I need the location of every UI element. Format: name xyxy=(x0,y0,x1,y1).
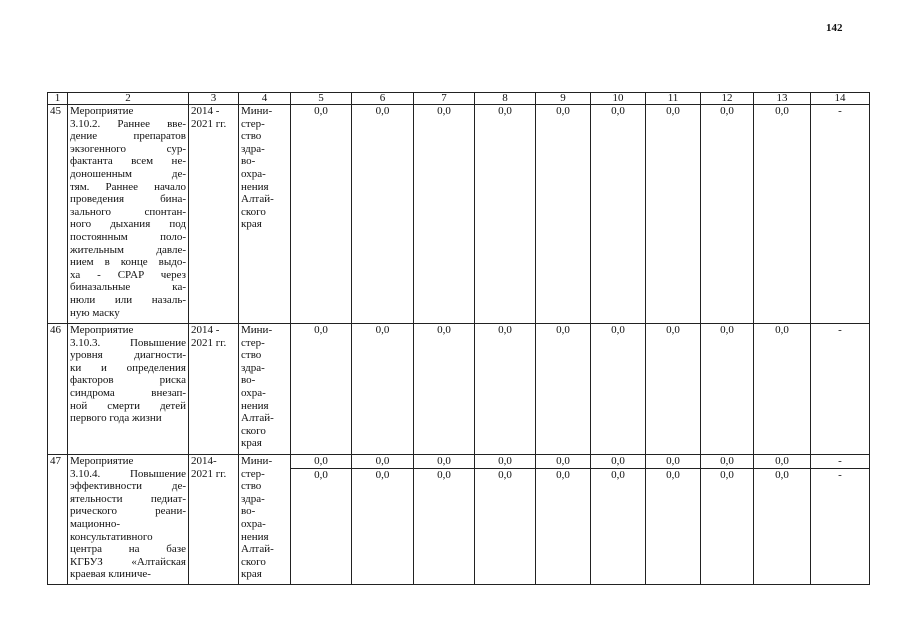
value-second: 0,0 xyxy=(591,468,645,482)
value: 0,0 xyxy=(556,324,570,336)
value: 0,0 xyxy=(666,324,680,336)
value: 0,0 xyxy=(720,455,734,467)
source-cell xyxy=(811,105,870,324)
row-number: 46 xyxy=(48,324,68,455)
page-number: 142 xyxy=(826,22,843,34)
cell-line: Мини- xyxy=(241,324,273,336)
cell-line: жительным давле- xyxy=(70,243,186,256)
value: 0,0 xyxy=(775,105,789,117)
cell-line: нюли или назаль- xyxy=(70,293,186,306)
program-table xyxy=(47,92,870,585)
period xyxy=(189,105,239,324)
cell-line: ятельности педиат- xyxy=(70,492,186,505)
column-header: 6 xyxy=(352,93,414,105)
period xyxy=(189,455,239,585)
value-cell xyxy=(591,105,646,324)
value-second: 0,0 xyxy=(646,468,700,482)
cell-line: ха - CPAP через xyxy=(70,268,186,281)
value: 0,0 xyxy=(437,324,451,336)
dash-value: - xyxy=(838,455,842,467)
value: 0,0 xyxy=(314,105,328,117)
column-header: 11 xyxy=(646,93,701,105)
column-header: 8 xyxy=(475,93,536,105)
value-cell xyxy=(754,324,811,455)
table-row xyxy=(48,324,870,455)
value-cell xyxy=(352,455,414,585)
cell-line: края xyxy=(241,218,262,231)
cell-line: Алтай- xyxy=(241,193,274,206)
cell-line: здра- xyxy=(241,492,265,505)
cell-line: КГБУЗ «Алтайская xyxy=(70,555,186,568)
cell-line: здра- xyxy=(241,142,265,155)
value: 0,0 xyxy=(437,455,451,467)
cell-line: 2021 гг. xyxy=(191,117,227,130)
cell-line: ного дыхания под xyxy=(70,218,186,231)
value: 0,0 xyxy=(314,455,328,467)
column-header: 12 xyxy=(701,93,754,105)
cell-line: фактанта всем не- xyxy=(70,155,186,168)
value: 0,0 xyxy=(375,105,390,117)
measure-name xyxy=(68,105,189,324)
column-header: 2 xyxy=(68,93,189,105)
value: 0,0 xyxy=(375,324,390,336)
value: 0,0 xyxy=(498,455,512,467)
column-header: 14 xyxy=(811,93,870,105)
value-cell xyxy=(352,324,414,455)
cell-line: нения xyxy=(241,180,269,193)
value: 0,0 xyxy=(611,105,625,117)
cell-line: мационно- xyxy=(70,517,120,530)
value: 0,0 xyxy=(666,105,680,117)
value: 0,0 xyxy=(556,455,570,467)
cell-line: во- xyxy=(241,155,256,168)
cell-line: уровня диагности- xyxy=(70,349,186,362)
value: 0,0 xyxy=(498,324,512,336)
cell-line: постоянным поло- xyxy=(70,230,186,243)
cell-line: стер- xyxy=(241,467,265,480)
executor xyxy=(239,105,291,324)
cell-line: во- xyxy=(241,505,256,518)
value: 0,0 xyxy=(775,324,789,336)
cell-line: проведения бина- xyxy=(70,193,186,206)
value-cell xyxy=(536,455,591,585)
cell-line: 3.10.2. Раннее вве- xyxy=(70,117,186,130)
cell-line: экзогенного сур- xyxy=(70,142,186,155)
cell-line: Мини- xyxy=(241,105,273,117)
cell-line: нения xyxy=(241,399,269,412)
value-cell xyxy=(754,105,811,324)
cell-line: эффективности де- xyxy=(70,480,186,493)
value-second: 0,0 xyxy=(475,468,535,482)
column-header: 13 xyxy=(754,93,811,105)
row-number: 47 xyxy=(48,455,68,585)
cell-line: Мероприятие xyxy=(70,455,134,467)
value: 0,0 xyxy=(314,324,328,336)
source-cell xyxy=(811,455,870,585)
dash-value-second: - xyxy=(811,468,869,482)
column-header: 7 xyxy=(414,93,475,105)
cell-line: здра- xyxy=(241,361,265,374)
cell-line: Мероприятие xyxy=(70,324,134,336)
source-cell xyxy=(811,324,870,455)
cell-line: края xyxy=(241,437,262,450)
cell-line: ки и определения xyxy=(70,361,186,374)
cell-line: ского xyxy=(241,205,266,218)
value-cell xyxy=(646,105,701,324)
column-header: 5 xyxy=(291,93,352,105)
value-cell xyxy=(701,105,754,324)
value-second: 0,0 xyxy=(701,468,753,482)
value: 0,0 xyxy=(720,324,734,336)
value-cell xyxy=(291,105,352,324)
cell-line: первого года жизни xyxy=(70,412,162,425)
cell-line: Алтай- xyxy=(241,412,274,425)
cell-line: 2014 - xyxy=(191,324,220,336)
cell-line: центра на базе xyxy=(70,543,186,556)
cell-line: консультативного xyxy=(70,530,153,543)
value-cell xyxy=(536,324,591,455)
cell-line: 3.10.3. Повышение xyxy=(70,336,186,349)
executor xyxy=(239,455,291,585)
dash-value: - xyxy=(838,105,842,117)
table-row xyxy=(48,105,870,324)
cell-line: Мини- xyxy=(241,455,273,467)
cell-line: ского xyxy=(241,424,266,437)
table-row xyxy=(48,455,870,585)
cell-line: зального спонтан- xyxy=(70,205,186,218)
value-cell xyxy=(414,105,475,324)
cell-line: дение препаратов xyxy=(70,130,186,143)
cell-line: стер- xyxy=(241,336,265,349)
cell-line: доношенным де- xyxy=(70,167,186,180)
cell-line: ского xyxy=(241,555,266,568)
value-second: 0,0 xyxy=(754,468,810,482)
cell-line: нения xyxy=(241,530,269,543)
dash-value: - xyxy=(838,324,842,336)
value: 0,0 xyxy=(437,105,451,117)
value-cell xyxy=(591,324,646,455)
header-row xyxy=(48,93,870,105)
cell-line: ство xyxy=(241,349,262,362)
value: 0,0 xyxy=(720,105,734,117)
value-second: 0,0 xyxy=(352,468,413,482)
value-cell xyxy=(475,455,536,585)
value-cell xyxy=(754,455,811,585)
cell-line: 2014- xyxy=(191,455,217,467)
column-header: 10 xyxy=(591,93,646,105)
value-second: 0,0 xyxy=(291,468,351,482)
value-cell xyxy=(291,324,352,455)
measure-name xyxy=(68,324,189,455)
value-cell xyxy=(475,105,536,324)
row-number: 45 xyxy=(48,105,68,324)
value-cell xyxy=(701,455,754,585)
value: 0,0 xyxy=(775,455,789,467)
column-header: 3 xyxy=(189,93,239,105)
value-cell xyxy=(591,455,646,585)
value-cell xyxy=(536,105,591,324)
value: 0,0 xyxy=(666,455,680,467)
measure-name xyxy=(68,455,189,585)
value-cell xyxy=(414,455,475,585)
value-cell xyxy=(291,455,352,585)
cell-line: 2021 гг. xyxy=(191,336,227,349)
column-header: 1 xyxy=(48,93,68,105)
cell-line: Мероприятие xyxy=(70,105,134,117)
cell-line: охра- xyxy=(241,517,266,530)
column-header: 4 xyxy=(239,93,291,105)
cell-line: ство xyxy=(241,480,262,493)
cell-line: края xyxy=(241,568,262,581)
cell-line: 2014 - xyxy=(191,105,220,117)
cell-line: ную маску xyxy=(70,306,120,319)
cell-line: ство xyxy=(241,130,262,143)
value-cell xyxy=(475,324,536,455)
value: 0,0 xyxy=(611,324,625,336)
cell-line: во- xyxy=(241,374,256,387)
cell-line: стер- xyxy=(241,117,265,130)
value-second: 0,0 xyxy=(536,468,590,482)
executor xyxy=(239,324,291,455)
value-second: 0,0 xyxy=(414,468,474,482)
value-cell xyxy=(646,455,701,585)
cell-line: тям. Раннее начало xyxy=(70,180,186,193)
value: 0,0 xyxy=(375,455,390,467)
cell-line: рического реани- xyxy=(70,505,186,518)
value: 0,0 xyxy=(556,105,570,117)
cell-line: биназальные ка- xyxy=(70,281,186,294)
cell-line: 3.10.4. Повышение xyxy=(70,467,186,480)
cell-line: факторов риска xyxy=(70,374,186,387)
value-cell xyxy=(352,105,414,324)
cell-line: Алтай- xyxy=(241,543,274,556)
cell-line: синдрома внезап- xyxy=(70,386,186,399)
cell-line: охра- xyxy=(241,386,266,399)
value-cell xyxy=(646,324,701,455)
column-header: 9 xyxy=(536,93,591,105)
cell-line: нием в конце выдо- xyxy=(70,256,186,269)
period xyxy=(189,324,239,455)
value: 0,0 xyxy=(498,105,512,117)
cell-line: краевая клиниче- xyxy=(70,568,151,581)
cell-line: охра- xyxy=(241,167,266,180)
cell-line: 2021 гг. xyxy=(191,467,227,480)
value: 0,0 xyxy=(611,455,625,467)
value-cell xyxy=(414,324,475,455)
cell-line: ной смерти детей xyxy=(70,399,186,412)
value-cell xyxy=(701,324,754,455)
